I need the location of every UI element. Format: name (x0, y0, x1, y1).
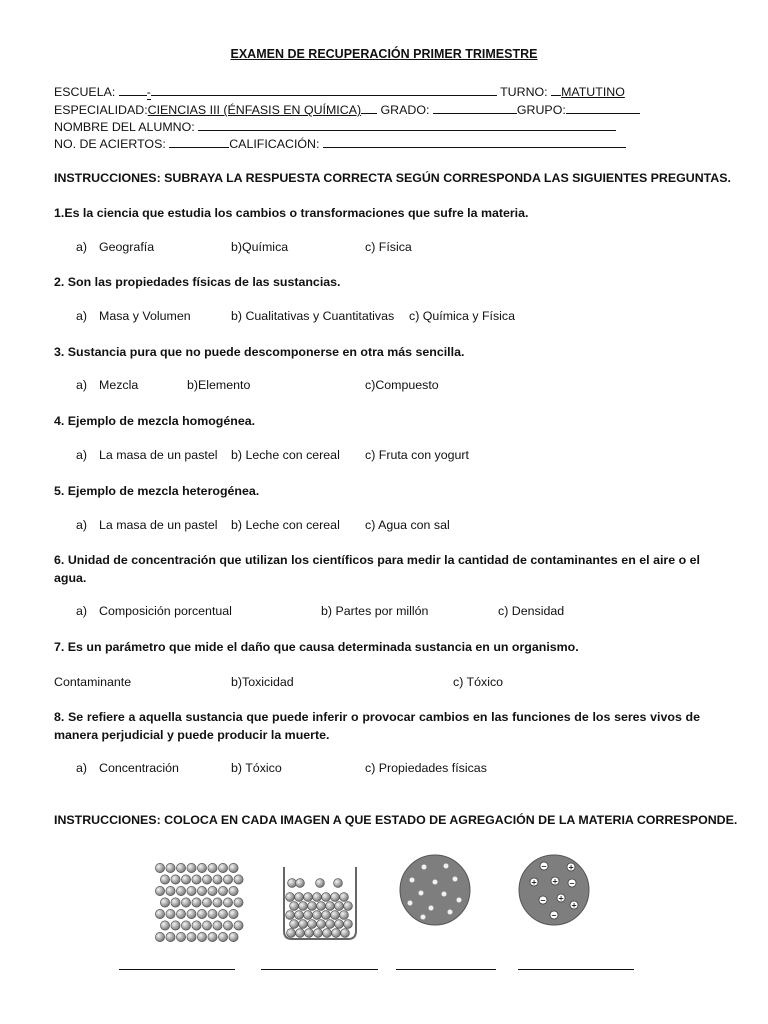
aciertos-label: NO. DE ACIERTOS: (54, 137, 166, 151)
aciertos-blank[interactable] (169, 135, 229, 148)
grado-label: GRADO: (380, 103, 430, 117)
especialidad-label: ESPECIALIDAD: (54, 103, 148, 117)
q4-option-a-marker: a) (76, 448, 88, 462)
q4-option-b[interactable]: b) Leche con cereal (231, 448, 340, 462)
q8-option-a[interactable]: Concentración (99, 761, 179, 775)
liquid-particles-icon (280, 863, 360, 943)
q5-option-a-marker: a) (76, 518, 88, 532)
nombre-label: NOMBRE DEL ALUMNO: (54, 120, 195, 134)
svg-text:−: − (551, 911, 557, 920)
q6-option-a[interactable]: Composición porcentual (99, 604, 232, 618)
turno-blank (551, 83, 561, 96)
q7-option-b[interactable]: b)Toxicidad (231, 675, 294, 689)
svg-text:+: + (552, 877, 558, 886)
svg-text:−: − (569, 879, 575, 888)
escuela-blank-1[interactable] (119, 83, 147, 96)
nombre-row (54, 118, 616, 135)
q5-option-c[interactable]: c) Agua con sal (365, 518, 450, 532)
answer-line-4[interactable] (518, 968, 634, 970)
escuela-value: - (146, 85, 151, 99)
turno-label: TURNO: (500, 85, 548, 99)
exam-title: EXAMEN DE RECUPERACIÓN PRIMER TRIMESTRE (230, 47, 538, 61)
question-2: 2. Son las propiedades físicas de las sustancias. (54, 275, 341, 289)
escuela-row (54, 83, 625, 100)
q7-option-a[interactable]: Contaminante (54, 675, 132, 689)
aciertos-row (54, 135, 626, 152)
escuela-blank-2[interactable] (151, 83, 497, 96)
q4-option-a[interactable]: La masa de un pastel (99, 448, 218, 462)
svg-text:−: − (541, 862, 547, 871)
svg-text:+: + (558, 894, 564, 903)
question-1: 1.Es la ciencia que estudia los cambios o transformaciones que sufre la materia. (54, 206, 529, 220)
q5-option-b[interactable]: b) Leche con cereal (231, 518, 340, 532)
especialidad-blank (361, 101, 377, 114)
grupo-blank[interactable] (566, 101, 640, 114)
answer-line-1[interactable] (119, 968, 235, 970)
calificacion-label: CALIFICACIÓN: (229, 137, 320, 151)
q3-option-a[interactable]: Mezcla (99, 378, 139, 392)
q2-option-b[interactable]: b) Cualitativas y Cuantitativas (231, 309, 395, 323)
q8-option-a-marker: a) (76, 761, 88, 775)
grupo-label: GRUPO: (516, 103, 566, 117)
grado-blank[interactable] (433, 101, 517, 114)
question-5: 5. Ejemplo de mezcla heterogénea. (54, 484, 260, 498)
question-8: 8. Se refiere a aquella sustancia que puede inferir o provocar cambios en las funciones de los seres vivos de manera perjudicial y puede producir la muerte. (54, 710, 700, 742)
question-4: 4. Ejemplo de mezcla homogénea. (54, 414, 256, 428)
q2-option-a-marker: a) (76, 309, 88, 323)
svg-text:+: + (571, 901, 577, 910)
q1-option-a[interactable]: Geografía (99, 240, 155, 254)
q3-option-b[interactable]: b)Elemento (187, 378, 251, 392)
especialidad-value: CIENCIAS III (ÉNFASIS EN QUÍMICA) (147, 103, 362, 117)
answer-line-3[interactable] (396, 968, 496, 970)
calificacion-blank[interactable] (323, 135, 626, 148)
especialidad-row (54, 101, 640, 118)
question-3: 3. Sustancia pura que no puede descomponerse en otra más sencilla. (54, 345, 465, 359)
svg-text:+: + (531, 878, 537, 887)
svg-text:+: + (568, 863, 574, 872)
answer-line-2[interactable] (261, 968, 378, 970)
q3-option-c[interactable]: c)Compuesto (365, 378, 439, 392)
q8-option-b[interactable]: b) Tóxico (231, 761, 282, 775)
turno-value: MATUTINO (561, 85, 625, 99)
q1-option-b[interactable]: b)Química (231, 240, 289, 254)
plasma-particles-icon (517, 853, 591, 927)
q1-option-c[interactable]: c) Física (365, 240, 412, 254)
q2-option-a[interactable]: Masa y Volumen (99, 309, 191, 323)
instructions-2: INSTRUCCIONES: COLOCA EN CADA IMAGEN A QUE ESTADO DE AGREGACIÓN DE LA MATERIA CORRESPONDE. (54, 813, 738, 827)
question-7: 7. Es un parámetro que mide el daño que causa determinada sustancia en un organismo. (54, 640, 579, 654)
q8-option-c[interactable]: c) Propiedades físicas (365, 761, 487, 775)
q3-option-a-marker: a) (76, 378, 88, 392)
q6-option-a-marker: a) (76, 604, 88, 618)
question-6: 6. Unidad de concentración que utilizan los científicos para medir la cantidad de contaminantes en el aire o el agua. (54, 553, 700, 585)
escuela-label: ESCUELA: (54, 85, 116, 99)
q6-option-b[interactable]: b) Partes por millón (321, 604, 429, 618)
instructions-1: INSTRUCCIONES: SUBRAYA LA RESPUESTA CORRECTA SEGÚN CORRESPONDA LAS SIGUIENTES PREGUNTAS. (54, 171, 731, 185)
q5-option-a[interactable]: La masa de un pastel (99, 518, 218, 532)
q2-option-c[interactable]: c) Química y Física (409, 309, 516, 323)
q4-option-c[interactable]: c) Fruta con yogurt (365, 448, 469, 462)
gas-particles-icon (398, 853, 472, 927)
svg-text:−: − (540, 896, 546, 905)
solid-particles-icon (150, 858, 245, 948)
q7-option-c[interactable]: c) Tóxico (453, 675, 504, 689)
q6-option-c[interactable]: c) Densidad (498, 604, 565, 618)
nombre-blank[interactable] (198, 118, 616, 131)
q1-option-a-marker: a) (76, 240, 88, 254)
